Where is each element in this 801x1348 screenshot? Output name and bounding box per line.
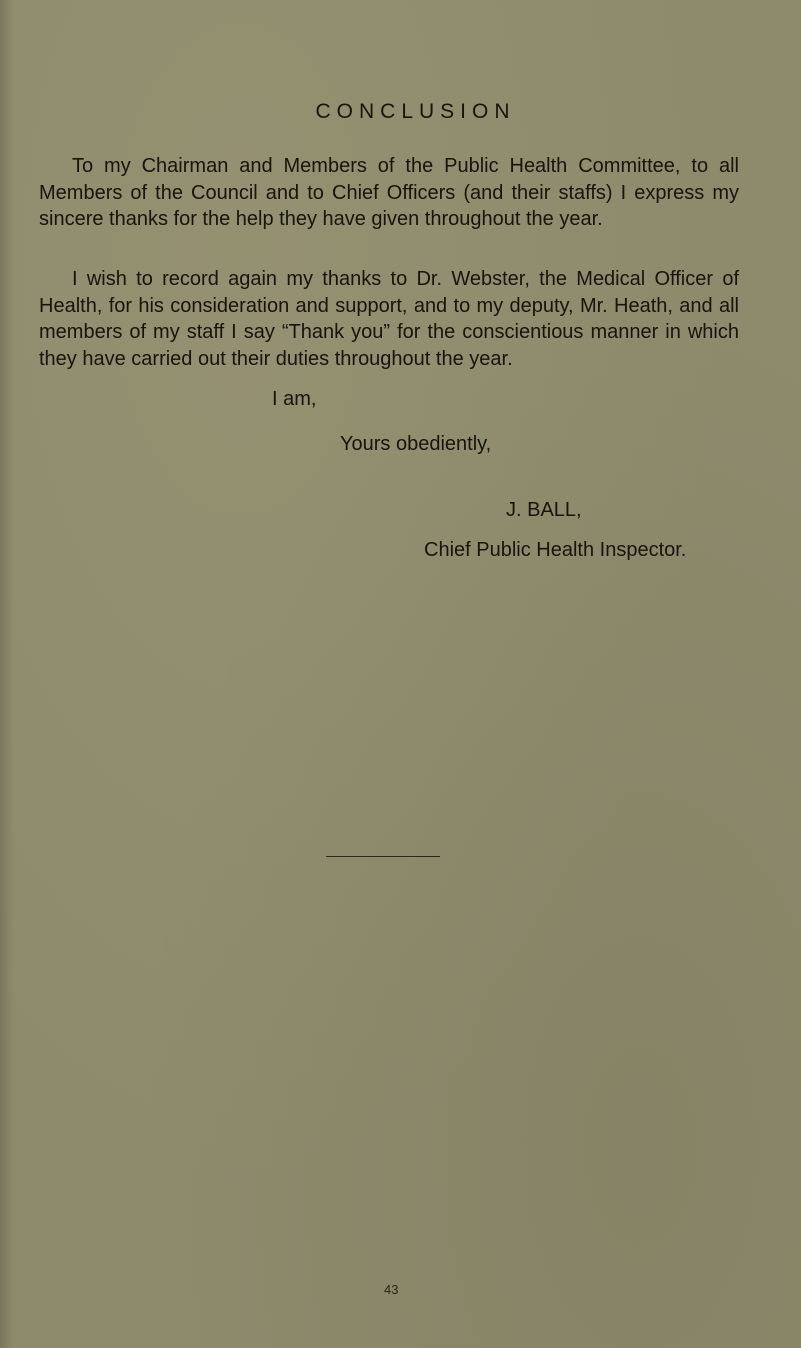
page-number: 43 bbox=[384, 1282, 399, 1297]
signature-title: Chief Public Health Inspector. bbox=[424, 539, 687, 561]
page-heading: CONCLUSION bbox=[315, 100, 516, 123]
closing-yours-obediently: Yours obediently, bbox=[340, 433, 492, 455]
paragraph-thanks-committee: To my Chairman and Members of the Public Health Committee, to all Members of the Council and to Chief Officers (and their staffs) I express my sincere thanks for the help they have given throughout the year. bbox=[39, 155, 739, 230]
closing-i-am: I am, bbox=[272, 388, 317, 410]
section-divider bbox=[326, 856, 440, 857]
signature-name: J. BALL, bbox=[506, 499, 582, 521]
paragraph-thanks-staff: I wish to record again my thanks to Dr. Webster, the Medical Officer of Health, for his consideration and support, and to my deputy, Mr. Heath, and all members of my staff I say “Thank you” for the conscientious manner in which they have carried out their duties throughout the year. bbox=[39, 268, 739, 370]
